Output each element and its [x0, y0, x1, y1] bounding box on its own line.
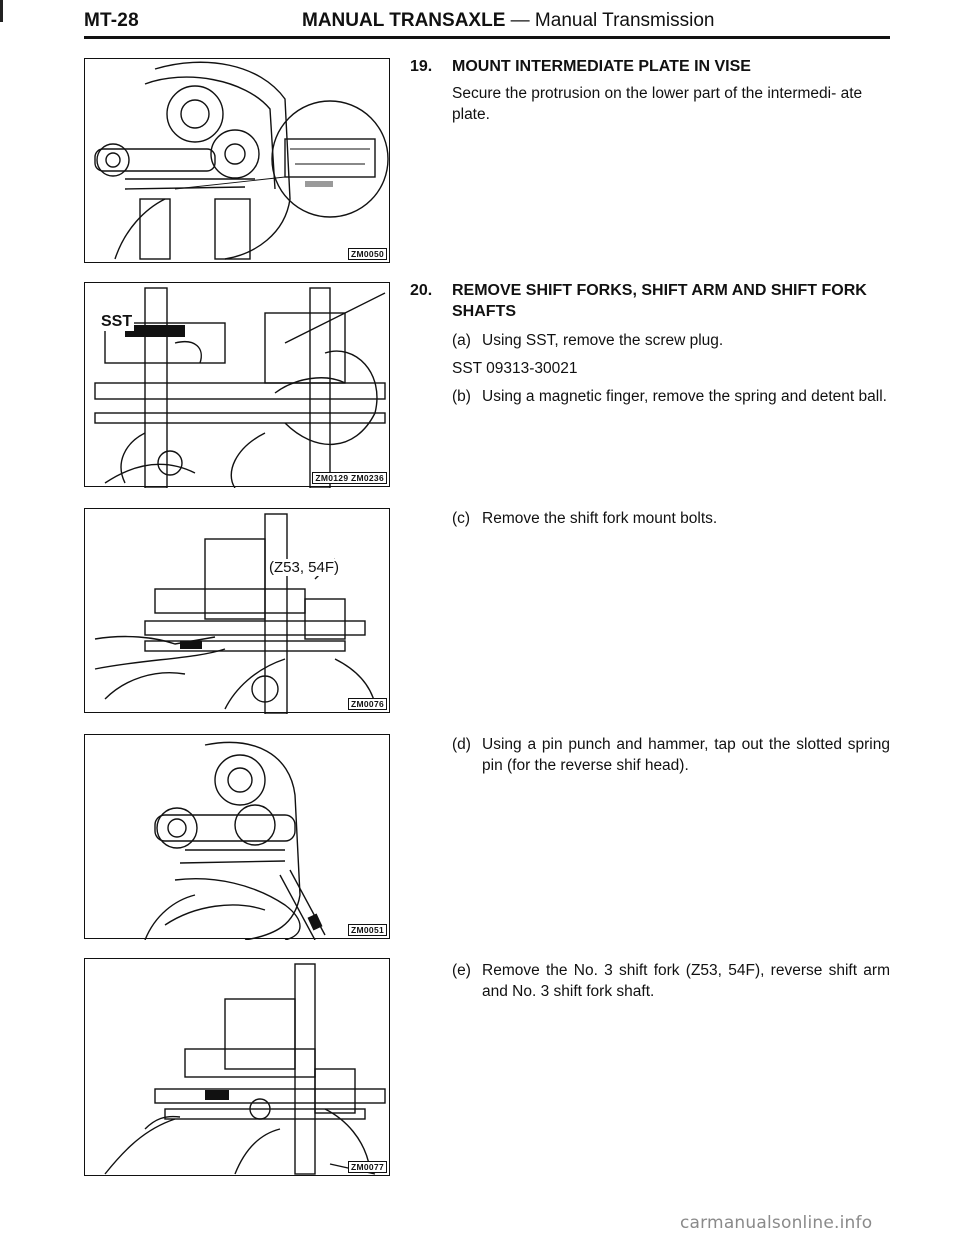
step-20-d [452, 734, 890, 776]
step-20-c [452, 508, 890, 529]
figure-shift-fork-bolts [84, 508, 390, 713]
figure-label-sst: SST [101, 313, 133, 330]
step-20-a [452, 330, 890, 351]
figure-code: ZM0050 [348, 248, 387, 260]
step-19-heading [410, 56, 890, 77]
step-20-number: 20. [410, 282, 433, 299]
figure-code: ZM0077 [348, 1161, 387, 1173]
figure-code: ZM0051 [348, 924, 387, 936]
step-19-number: 19. [410, 58, 433, 75]
step-20-title: REMOVE SHIFT FORKS, SHIFT ARM AND SHIFT FORK SHAFTS [452, 282, 867, 320]
step-20-heading [410, 280, 890, 322]
step-20-d-text: Using a pin punch and hammer, tap out the slotted spring pin (for the reverse shif head). [482, 736, 890, 774]
step-19-body: Secure the protrusion on the lower part of the intermedi- ate plate. [452, 85, 863, 123]
step-20-a-text: Using SST, remove the screw plug. [482, 332, 724, 349]
step-20-b [452, 386, 890, 407]
page-corner-mark [0, 0, 3, 22]
section-title-rest: — Manual Transmission [505, 10, 715, 31]
step-19-title: MOUNT INTERMEDIATE PLATE IN VISE [452, 58, 751, 75]
step-20-e-letter: (e) [452, 962, 471, 979]
step-20-b-letter: (b) [452, 388, 471, 405]
step-19 [410, 56, 890, 125]
header-rule [84, 36, 890, 39]
watermark: carmanualsonline.info [680, 1213, 873, 1233]
step-20-d-letter: (d) [452, 736, 471, 753]
illustration-slotted-spring-pin [85, 735, 391, 940]
step-20-b-text: Using a magnetic finger, remove the spring and detent ball. [482, 388, 887, 405]
figure-code: ZM0076 [348, 698, 387, 710]
step-20 [410, 280, 890, 322]
step-20-c-text: Remove the shift fork mount bolts. [482, 510, 718, 527]
step-20-c-letter: (c) [452, 510, 471, 527]
figure-slotted-spring-pin [84, 734, 390, 939]
section-title-bold: MANUAL TRANSAXLE [302, 10, 506, 31]
figure-label-model: (Z53, 54F) [269, 559, 340, 576]
step-20-e-text: Remove the No. 3 shift fork (Z53, 54F), reverse shift arm and No. 3 shift fork shaft. [482, 962, 890, 1000]
section-title [302, 10, 714, 32]
figure-no3-shift-fork [84, 958, 390, 1176]
illustration-intermediate-plate [85, 59, 391, 264]
page-header [84, 10, 890, 36]
illustration-no3-shift-fork [85, 959, 391, 1177]
step-20-a-letter: (a) [452, 332, 471, 349]
page-id: MT-28 [84, 10, 139, 31]
figure-intermediate-plate-vise [84, 58, 390, 263]
figure-screw-plug-sst [84, 282, 390, 487]
step-20-e [452, 960, 890, 1002]
sst-number: SST 09313-30021 [452, 360, 578, 377]
illustration-shift-fork-bolts [85, 509, 391, 714]
figure-code: ZM0129 ZM0236 [312, 472, 387, 484]
